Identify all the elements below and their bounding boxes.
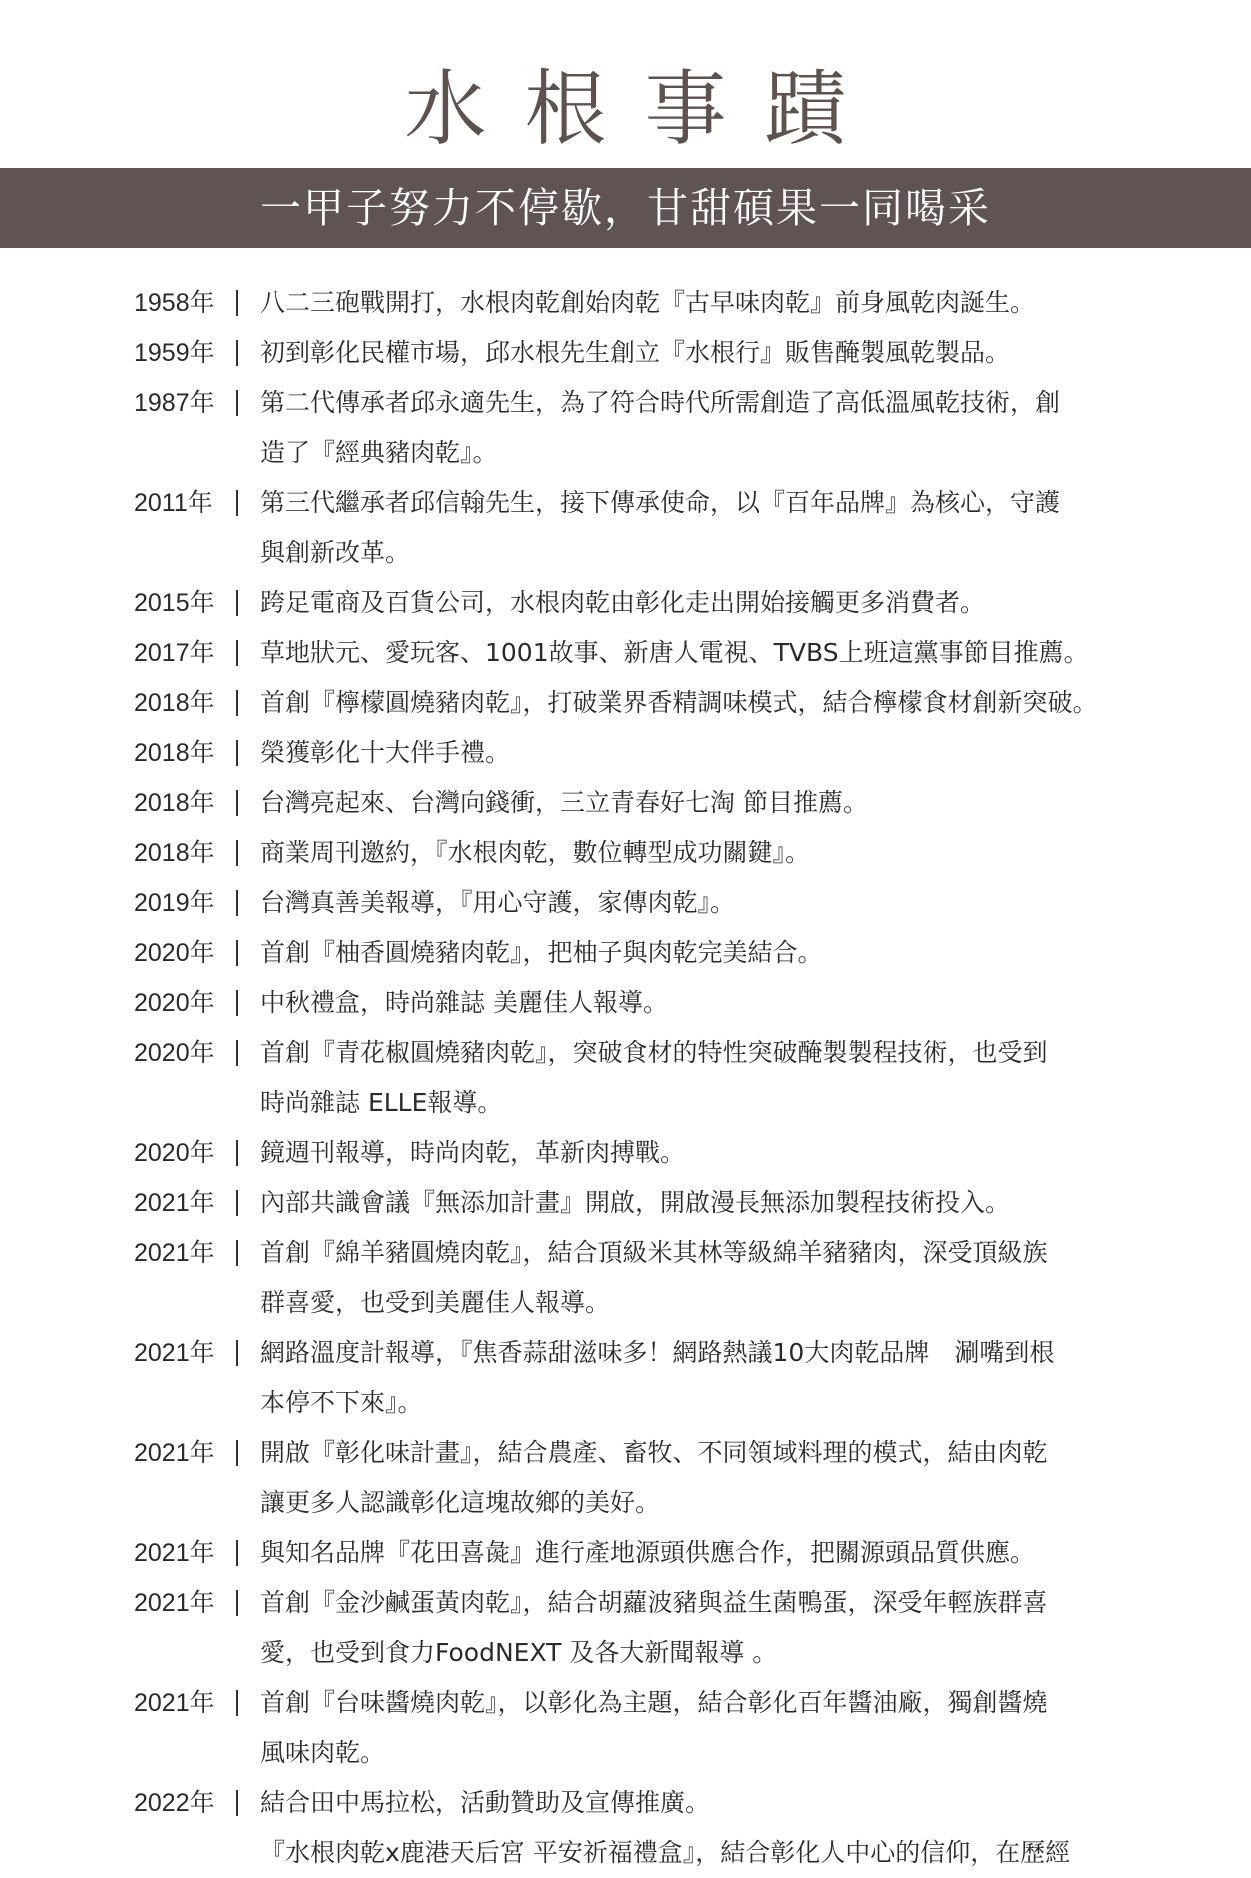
entry-text: 草地狀元、愛玩客、1001故事、新唐人電視、TVBS上班這黨事節目推薦。 bbox=[260, 638, 1089, 667]
entry-year: 1958年 bbox=[134, 289, 215, 317]
timeline-entry bbox=[0, 1178, 1251, 1228]
entry-text: 中秋禮盒，時尚雜誌 美麗佳人報導。 bbox=[260, 988, 668, 1017]
entry-text: 台灣亮起來、台灣向錢衝，三立青春好七淘 節目推薦。 bbox=[260, 788, 868, 817]
entry-year: 2020年 bbox=[134, 989, 215, 1017]
year-divider bbox=[236, 690, 238, 716]
timeline-entry bbox=[0, 478, 1251, 578]
entry-year: 2020年 bbox=[134, 1139, 215, 1167]
year-divider bbox=[236, 790, 238, 816]
entry-text: 首創『金沙鹹蛋黃肉乾』，結合胡蘿波豬與益生菌鴨蛋，深受年輕族群喜 愛，也受到食力FoodNEXT 及各大新聞報導 。 bbox=[260, 1588, 1048, 1667]
timeline-entry bbox=[0, 1828, 1251, 1878]
timeline-entry bbox=[0, 578, 1251, 628]
year-divider bbox=[236, 840, 238, 866]
year-divider bbox=[236, 1790, 238, 1816]
year-divider bbox=[236, 1340, 238, 1366]
entry-year: 2018年 bbox=[134, 739, 215, 767]
year-divider bbox=[236, 740, 238, 766]
year-divider bbox=[236, 1240, 238, 1266]
entry-year: 2021年 bbox=[134, 1239, 215, 1267]
year-divider bbox=[236, 290, 238, 316]
entry-text: 首創『台味醬燒肉乾』，以彰化為主題，結合彰化百年醬油廠，獨創醬燒 風味肉乾。 bbox=[260, 1688, 1048, 1767]
entry-year: 2018年 bbox=[134, 689, 215, 717]
entry-text: 首創『柚香圓燒豬肉乾』，把柚子與肉乾完美結合。 bbox=[260, 938, 823, 967]
entry-year: 2021年 bbox=[134, 1189, 215, 1217]
subtitle-banner: 一甲子努力不停歇，甘甜碩果一同喝采 bbox=[0, 168, 1251, 248]
timeline-entry bbox=[0, 628, 1251, 678]
timeline-entry bbox=[0, 328, 1251, 378]
entry-text: 首創『綿羊豬圓燒肉乾』，結合頂級米其林等級綿羊豬豬肉，深受頂級族 群喜愛，也受到美麗佳人報導。 bbox=[260, 1238, 1048, 1317]
timeline-entry bbox=[0, 1678, 1251, 1778]
year-divider bbox=[236, 1040, 238, 1066]
year-divider bbox=[236, 1190, 238, 1216]
entry-text: 網路溫度計報導，『焦香蒜甜滋味多！網路熱議10大肉乾品牌 涮嘴到根 本停不下來』。 bbox=[260, 1338, 1055, 1417]
entry-year: 2015年 bbox=[134, 589, 215, 617]
timeline-entry bbox=[0, 1578, 1251, 1678]
timeline bbox=[0, 278, 1251, 1878]
entry-year: 2019年 bbox=[134, 889, 215, 917]
timeline-entry bbox=[0, 728, 1251, 778]
entry-year: 2020年 bbox=[134, 939, 215, 967]
entry-year: 2021年 bbox=[134, 1339, 215, 1367]
entry-text: 結合田中馬拉松，活動贊助及宣傳推廣。 bbox=[260, 1788, 711, 1817]
year-divider bbox=[236, 990, 238, 1016]
timeline-entry bbox=[0, 1328, 1251, 1428]
year-divider bbox=[236, 890, 238, 916]
timeline-entry bbox=[0, 978, 1251, 1028]
year-divider bbox=[236, 940, 238, 966]
timeline-entry bbox=[0, 278, 1251, 328]
timeline-entry bbox=[0, 878, 1251, 928]
entry-text: 台灣真善美報導，『用心守護，家傳肉乾』。 bbox=[260, 888, 736, 917]
entry-year: 2021年 bbox=[134, 1689, 215, 1717]
entry-year: 2017年 bbox=[134, 639, 215, 667]
year-divider bbox=[236, 1690, 238, 1716]
year-divider bbox=[236, 590, 238, 616]
entry-year: 1987年 bbox=[134, 389, 215, 417]
year-divider bbox=[236, 640, 238, 666]
timeline-entry bbox=[0, 1528, 1251, 1578]
timeline-entry bbox=[0, 1128, 1251, 1178]
year-divider bbox=[236, 1440, 238, 1466]
entry-text: 首創『檸檬圓燒豬肉乾』，打破業界香精調味模式，結合檸檬食材創新突破。 bbox=[260, 688, 1098, 717]
timeline-entry bbox=[0, 1428, 1251, 1528]
entry-text: 首創『青花椒圓燒豬肉乾』，突破食材的特性突破醃製製程技術，也受到 時尚雜誌 ELLE報導。 bbox=[260, 1038, 1048, 1117]
year-divider bbox=[236, 340, 238, 366]
year-divider bbox=[236, 1140, 238, 1166]
entry-year: 2022年 bbox=[134, 1789, 215, 1817]
entry-text: 跨足電商及百貨公司，水根肉乾由彰化走出開始接觸更多消費者。 bbox=[260, 588, 986, 617]
entry-text: 八二三砲戰開打，水根肉乾創始肉乾『古早味肉乾』前身風乾肉誕生。 bbox=[260, 288, 1036, 317]
entry-year: 2020年 bbox=[134, 1039, 215, 1067]
year-divider bbox=[236, 1590, 238, 1616]
timeline-entry bbox=[0, 678, 1251, 728]
entry-year: 2021年 bbox=[134, 1589, 215, 1617]
entry-year: 2018年 bbox=[134, 789, 215, 817]
entry-year: 2021年 bbox=[134, 1539, 215, 1567]
entry-year: 2011年 bbox=[134, 489, 213, 517]
timeline-entry bbox=[0, 1028, 1251, 1128]
page-title: 水根事蹟 bbox=[404, 62, 885, 157]
entry-text: 與知名品牌『花田喜彘』進行產地源頭供應合作，把關源頭品質供應。 bbox=[260, 1538, 1036, 1567]
entry-year: 2021年 bbox=[134, 1439, 215, 1467]
entry-text: 開啟『彰化味計畫』，結合農產、畜牧、不同領域料理的模式，結由肉乾 讓更多人認識彰化這塊故鄉的美好。 bbox=[260, 1438, 1048, 1517]
timeline-entry bbox=[0, 1778, 1251, 1828]
year-divider bbox=[236, 490, 238, 516]
timeline-entry bbox=[0, 778, 1251, 828]
entry-text: 商業周刊邀約，『水根肉乾，數位轉型成功關鍵』。 bbox=[260, 838, 811, 867]
entry-text: 『水根肉乾x鹿港天后宮 平安祈福禮盒』，結合彰化人中心的信仰，在歷經 bbox=[260, 1838, 1071, 1867]
year-divider bbox=[236, 390, 238, 416]
timeline-entry bbox=[0, 828, 1251, 878]
entry-text: 初到彰化民權市場，邱水根先生創立『水根行』販售醃製風乾製品。 bbox=[260, 338, 1011, 367]
entry-text: 第三代繼承者邱信翰先生，接下傳承使命，以『百年品牌』為核心，守護 與創新改革。 bbox=[260, 488, 1061, 567]
entry-text: 內部共識會議『無添加計畫』開啟，開啟漫長無添加製程技術投入。 bbox=[260, 1188, 1011, 1217]
entry-text: 第二代傳承者邱永適先生，為了符合時代所需創造了高低溫風乾技術，創 造了『經典豬肉乾』。 bbox=[260, 388, 1061, 467]
entry-year: 2018年 bbox=[134, 839, 215, 867]
entry-text: 榮獲彰化十大伴手禮。 bbox=[260, 738, 511, 767]
timeline-entry bbox=[0, 1228, 1251, 1328]
entry-year: 1959年 bbox=[134, 339, 215, 367]
entry-text: 鏡週刊報導，時尚肉乾，革新肉搏戰。 bbox=[260, 1138, 686, 1167]
year-divider bbox=[236, 1540, 238, 1566]
timeline-entry bbox=[0, 378, 1251, 478]
timeline-entry bbox=[0, 928, 1251, 978]
